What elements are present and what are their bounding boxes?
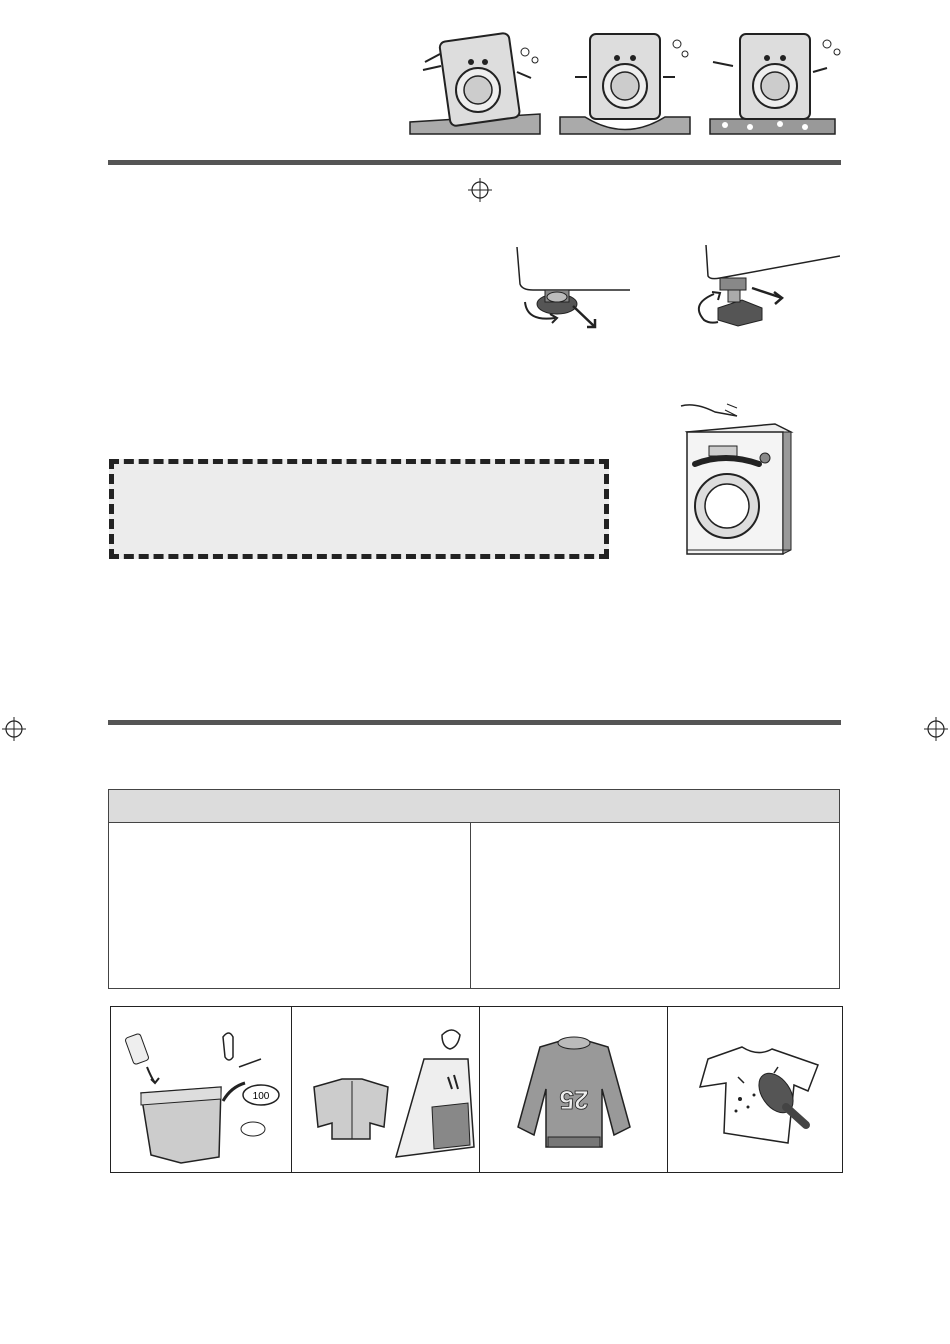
section-divider-bottom: [108, 720, 841, 725]
info-table-column-divider: [470, 823, 471, 988]
registration-mark-left-icon: [2, 717, 26, 741]
unstable-floor-illustrations: [405, 22, 845, 137]
machine-on-uneven-floor-icon: [705, 22, 845, 137]
turn-inside-out-cell: [479, 1007, 667, 1172]
info-table-header: [109, 790, 839, 823]
close-zippers-cell: [291, 1007, 479, 1172]
sweater-icon: [480, 1007, 668, 1172]
empty-pockets-cell: [111, 1007, 291, 1172]
brush-stains-cell: [667, 1007, 844, 1172]
coin-label: 100: [252, 1091, 270, 1102]
section-divider-top: [108, 160, 841, 165]
tighten-foot-icon: [690, 242, 840, 342]
registration-mark-right-icon: [924, 717, 948, 741]
registration-mark-icon: [468, 178, 492, 202]
note-box: [109, 459, 609, 559]
sweater-number: 25: [559, 1085, 589, 1115]
shirt-brush-icon: [668, 1007, 845, 1172]
laundry-prep-tips: [110, 1006, 843, 1173]
rock-test-machine-icon: [675, 402, 805, 562]
jacket-and-apron-icon: [292, 1007, 480, 1172]
machine-on-hollow-floor-icon: [555, 22, 695, 137]
machine-on-slope-icon: [405, 22, 545, 137]
empty-pockets-icon: [111, 1007, 291, 1172]
info-table: [108, 789, 840, 989]
loosen-foot-icon: [505, 242, 655, 342]
